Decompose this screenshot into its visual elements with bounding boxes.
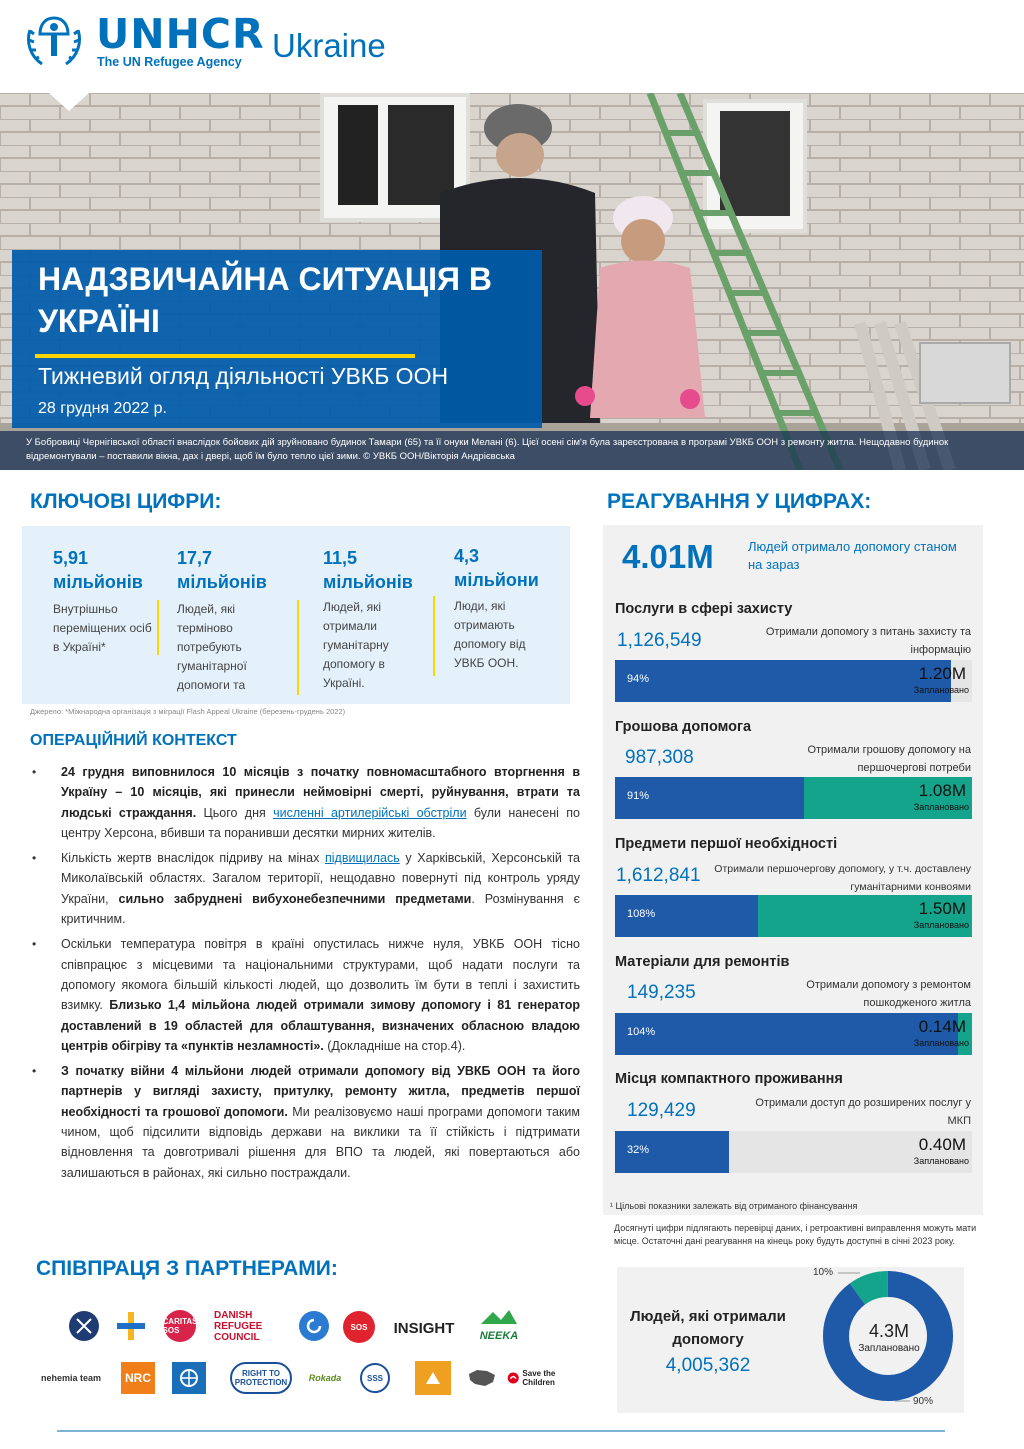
progress-percent: 108%	[627, 908, 656, 920]
footer-divider	[57, 1430, 945, 1432]
artillery-shelling-link[interactable]: численні артилерійські обстріли	[273, 805, 467, 820]
progress-bar-fill	[615, 660, 951, 702]
progress-percent: 94%	[627, 673, 650, 685]
progress-target: 0.14M	[918, 1017, 966, 1036]
ops-context-list	[30, 762, 580, 1188]
save-the-children-logo-icon	[507, 1362, 569, 1394]
key-figure-value: 17,7	[177, 548, 213, 568]
ops-text-bold: Близько 1,4 мільйона людей отримали зимову допомогу і 81 генератор доставлений в 19 областей для облаштування, визначених обласною владою центрів обігріву та «пунктів незламності».	[61, 998, 580, 1053]
ops-text: Оскільки температура повітря в країні опустилась нижче нуля, УВКБ ООН тісно співпрацює з місцевими та національними структурами, щоб надати послуги та допомогу якомога більшій кількості людей, що дозволить їм бути в теплі і захистить взимку.	[61, 937, 580, 1013]
key-figure-unit: мільйонів	[323, 572, 413, 592]
mine-casualties-link[interactable]: підвищилась	[325, 851, 400, 866]
hero-notch	[49, 93, 89, 111]
key-figure-divider	[297, 600, 299, 695]
donut-value: 4,005,362	[665, 1355, 751, 1376]
partners-title: СПІВПРАЦЯ З ПАРТНЕРАМИ:	[36, 1257, 338, 1280]
progress-percent: 91%	[627, 790, 650, 802]
category-description: Отримали допомогу з ремонтом пошкодженого житла	[806, 979, 971, 1009]
right-to-protection-logo-icon: RIGHT TO PROTECTION	[230, 1362, 292, 1394]
ops-text: Кількість жертв внаслідок підриву на мінах	[61, 851, 325, 866]
ops-text: . Розмінування є критичним.	[61, 891, 580, 927]
page-header	[0, 0, 1024, 92]
category-value: 1,612,841	[616, 865, 701, 886]
title-divider	[35, 354, 415, 358]
progress-bar	[615, 1013, 972, 1055]
progress-target-label: Заплановано	[913, 1156, 969, 1166]
report-date: 28 грудня 2022 р.	[38, 400, 167, 417]
category-title: Матеріали для ремонтів	[615, 954, 790, 970]
neeka-logo-text: NEEKA	[479, 1330, 519, 1342]
progress-bar	[615, 895, 972, 937]
ops-text-bold: 24 грудня виповнилося 10 місяців з початку повномасштабного вторгнення в Україну – 10 місяців, які принесли неймовірні смерті, руйнування, втрати та людські страждання.	[61, 765, 580, 820]
category-title: Предмети першої необхідності	[615, 836, 838, 852]
donut-title: Людей, які отримали допомогу	[630, 1308, 786, 1348]
list-item	[30, 934, 580, 1056]
category-title: Грошова допомога	[615, 719, 752, 735]
bullet: •	[32, 1064, 37, 1079]
page-subtitle: Тижневий огляд діяльності УВКБ ООН	[38, 363, 449, 389]
ops-context-title: ОПЕРАЦІЙНИЙ КОНТЕКСТ	[30, 732, 237, 749]
key-figure-unit: мільйонів	[53, 572, 143, 592]
donut-remaining-label: 10%	[813, 1267, 834, 1278]
nrc-logo-icon: NRC	[121, 1362, 155, 1394]
key-figures-title: КЛЮЧОВІ ЦИФРИ:	[30, 490, 222, 513]
list-item	[30, 762, 580, 843]
caritas-logo-icon	[115, 1310, 147, 1342]
unhcr-partner-logo-icon	[69, 1311, 99, 1341]
progress-target-label: Заплановано	[913, 1038, 969, 1048]
progress-target: 1.50M	[918, 899, 966, 918]
progress-target-label: Заплановано	[913, 920, 969, 930]
progress-bar	[615, 660, 972, 702]
progress-target-label: Заплановано	[913, 685, 969, 695]
key-figure-unit: мільйони	[454, 570, 539, 590]
key-figure-value: 4,3	[454, 546, 480, 566]
category-description: Отримали грошову допомогу на першочергові потреби	[807, 744, 971, 774]
rokada-logo-icon: Rokada	[308, 1373, 342, 1383]
drc-logo-text: DANISH REFUGEE COUNCIL	[214, 1309, 263, 1343]
proliska-logo-icon	[299, 1311, 329, 1341]
vostok-logo-icon	[415, 1361, 451, 1395]
page-title: НАДЗВИЧАЙНА СИТУАЦІЯ В УКРАЇНІ	[38, 261, 492, 339]
category-value: 987,308	[625, 747, 694, 768]
save-the-children-logo-text: Save the Children	[522, 1369, 556, 1387]
key-figure-description: Людей, які отримали гуманітарну допомогу в Україні.	[323, 600, 389, 690]
ops-text: Ми реалізовуємо наші програми допомоги таким чином, щоб підсилити відповідь держави на виклики та її стійкість і підтримати відновлення та довготривалі рішення для ВПО та людей, які повертаються або залишаються в районах, які сильно постраждали.	[61, 1104, 580, 1180]
ops-text: у Харківській, Херсонській та Миколаївській областях. Загалом території, нещодавно повернуті під контроль уряду України,	[61, 851, 580, 906]
key-figure-description: Люди, які отримають допомогу від УВКБ ООН.	[454, 599, 526, 670]
donut-center-label: Заплановано	[858, 1343, 920, 1354]
neeka-logo-icon	[473, 1308, 525, 1344]
photo-caption: У Бобровиці Чернігівської області внаслідок бойових дій зруйновано будинок Тамари (65) та її онуки Мелані (6). Цієї осені сім'я була зареєстрована в програмі УВКБ ООН з ремонту житла. Нещодавно будинок відремонтували – поставили вікна, дах і двері, щоб їм було тепло цієї зими. © УВКБ ООН/Вікторія Андрієвська	[26, 437, 949, 462]
category-description: Отримали першочергову допомогу, у т.ч. доставлену гуманітарними конвоями	[714, 863, 971, 893]
progress-bar-fill	[615, 1013, 958, 1055]
donut-reached-label: 90%	[913, 1396, 934, 1407]
progress-percent: 104%	[627, 1026, 656, 1038]
key-figure-description: Внутрішньо переміщених осіб в Україні*	[53, 602, 152, 654]
org-subtitle: The UN Refugee Agency	[97, 55, 242, 69]
progress-bar	[615, 1131, 972, 1173]
total-reached-value: 4.01M	[622, 538, 714, 575]
ops-text-bold: сильно забруднені вибухонебезпечними предметами	[118, 891, 472, 906]
total-reached-description: Людей отримало допомогу станом на зараз	[748, 539, 957, 572]
nehemiah-logo-icon: nehemia team	[40, 1373, 102, 1383]
sss-logo-icon: SSS	[360, 1363, 390, 1393]
category-description: Отримали доступ до розширених послуг у МКП	[755, 1097, 971, 1127]
data-footnote: Досягнуті цифри підлягають перевірці даних, і ретроактивні виправлення можуть мати місце. Остаточні дані реагування на кінець року будуть доступні в січні 2023 року.	[614, 1223, 977, 1246]
drc-logo-icon	[214, 1308, 284, 1344]
funding-footnote: ¹ Цільові показники залежать від отриманого фінансування	[610, 1201, 858, 1211]
key-figure-value: 5,91	[53, 548, 89, 568]
category-value: 149,235	[627, 982, 696, 1003]
progress-target: 1.08M	[918, 781, 966, 800]
unhcr-emblem-icon	[22, 12, 86, 70]
category-description: Отримали допомогу з питань захисту та інформацію	[765, 626, 971, 656]
sos-logo-icon: SOS	[343, 1311, 375, 1343]
country-name: Ukraine	[272, 27, 386, 64]
key-figure-divider	[157, 600, 159, 655]
org-logo-text: UNHCR	[96, 10, 265, 58]
iom-logo-icon	[172, 1362, 206, 1394]
progress-target: 1.20M	[918, 664, 966, 683]
list-item	[30, 1061, 580, 1183]
ukraine-map-logo-icon	[466, 1361, 498, 1395]
bullet: •	[32, 937, 37, 952]
category-value: 1,126,549	[617, 630, 702, 651]
progress-bar	[615, 777, 972, 819]
bullet: •	[32, 765, 37, 779]
category-title: Місця компактного проживання	[615, 1071, 843, 1087]
key-figure-description: Людей, які терміново потребують гуманітарної допомоги та	[177, 602, 247, 692]
insight-logo-icon: INSIGHT	[393, 1319, 455, 1337]
progress-target: 0.40M	[918, 1135, 966, 1154]
ops-text: (Докладніше на стор.4).	[323, 1038, 466, 1053]
category-value: 129,429	[627, 1100, 696, 1121]
caritas-sos-logo-icon: CARITAS SOS	[164, 1310, 196, 1342]
category-title: Послуги в сфері захисту	[615, 601, 793, 617]
ops-text-bold: З початку війни 4 мільйони людей отримали допомогу від УВКБ ООН та його партнерів у вигляді захисту, притулку, ремонту житла, предметів першої необхідності та грошової допомоги.	[61, 1064, 580, 1119]
key-figure-value: 11,5	[323, 548, 358, 568]
progress-percent: 32%	[627, 1144, 650, 1156]
key-figure-divider	[433, 596, 435, 676]
ops-text: Цього дня	[196, 805, 274, 820]
bullet: •	[32, 851, 37, 866]
key-figure-unit: мільйонів	[177, 572, 267, 592]
list-item	[30, 848, 580, 929]
response-title: РЕАГУВАННЯ У ЦИФРАХ:	[607, 490, 872, 513]
donut-center-value: 4.3M	[868, 1321, 910, 1341]
progress-target-label: Заплановано	[913, 802, 969, 812]
ops-text: були нанесені по центру Херсона, вбивши та поранивши десятки мирних жителів.	[61, 805, 580, 840]
donut-remaining-arc	[857, 1284, 888, 1294]
key-figures-source: Джерело: *Міжнародна організація з міграції Flash Appeal Ukraine (березень-грудень 2022)	[30, 707, 346, 716]
